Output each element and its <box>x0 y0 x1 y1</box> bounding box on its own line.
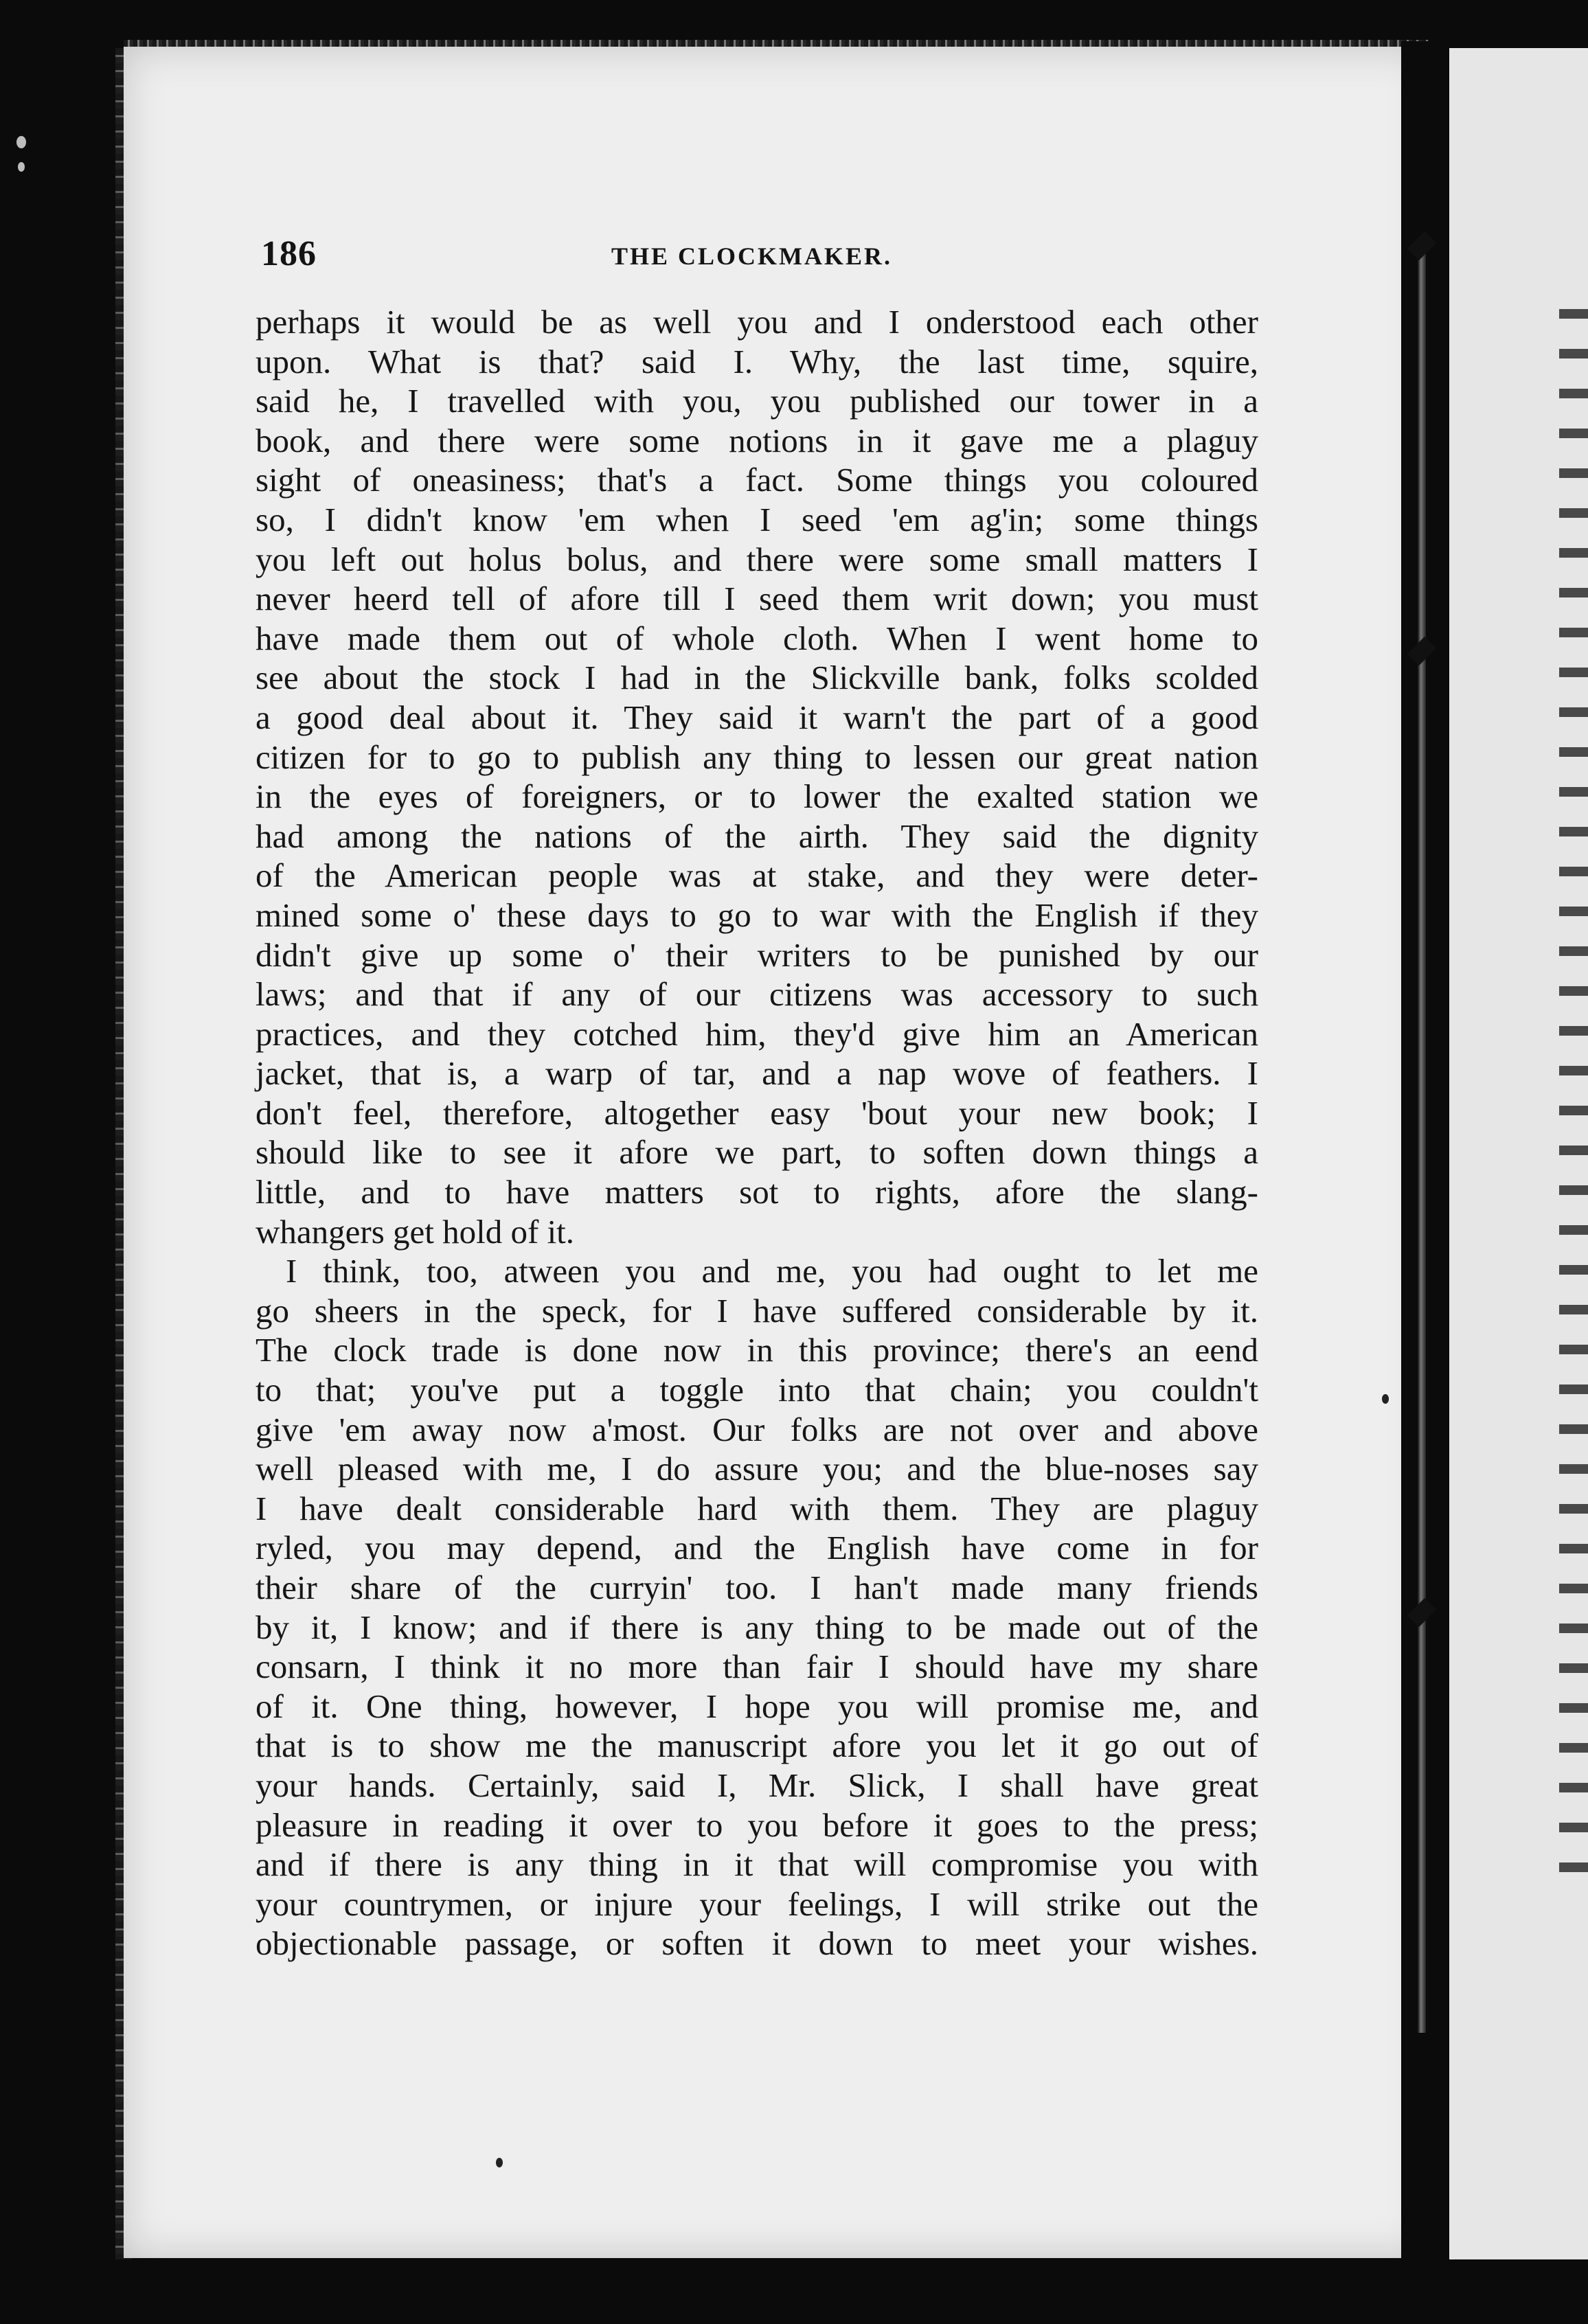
page-number: 186 <box>261 234 317 273</box>
text-line: their share of the curryin' too. I han't made many friends <box>256 1569 1258 1606</box>
text-line: perhaps it would be as well you and I onderstood each other <box>256 303 1258 341</box>
text-line: said he, I travelled with you, you published our tower in a <box>256 382 1258 420</box>
text-line: and if there is any thing in it that will compromise you with <box>256 1845 1258 1884</box>
running-head: THE CLOCKMAKER. <box>611 242 893 270</box>
ink-speck <box>496 2158 503 2167</box>
text-line: book, and there were some notions in it gave me a plaguy <box>256 421 1258 459</box>
text-line: well pleased with me, I do assure you; and the blue-noses say <box>256 1450 1258 1488</box>
text-line: to that; you've put a toggle into that chain; you couldn't <box>256 1371 1258 1409</box>
text-line: have made them out of whole cloth. When I went home to <box>256 619 1258 657</box>
text-line: by it, I know; and if there is any thing to be made out of the <box>256 1608 1258 1646</box>
text-line: ryled, you may depend, and the English have come in for <box>256 1529 1258 1567</box>
page-header <box>261 233 1264 282</box>
text-line: sight of oneasiness; that's a fact. Some things you coloured <box>256 461 1258 499</box>
text-line: you left out holus bolus, and there were some small matters I <box>256 540 1258 578</box>
gutter-rule <box>1418 247 1426 2033</box>
text-line: in the eyes of foreigners, or to lower the exalted station we <box>256 777 1258 816</box>
text-line: didn't give up some o' their writers to be punished by our <box>256 935 1258 974</box>
text-line: pleasure in reading it over to you before it goes to the press; <box>256 1805 1258 1844</box>
text-line: so, I didn't know 'em when I seed 'em ag'in; some things <box>256 500 1258 538</box>
text-line: jacket, that is, a warp of tar, and a nap wove of feathers. I <box>256 1054 1258 1093</box>
text-line: give 'em away now a'most. Our folks are not over and above <box>256 1410 1258 1448</box>
text-line: of it. One thing, however, I hope you will promise me, and <box>256 1687 1258 1725</box>
text-line: had among the nations of the airth. They said the dignity <box>256 817 1258 855</box>
text-line: citizen for to go to publish any thing to lessen our great nation <box>256 738 1258 776</box>
text-line: go sheers in the speck, for I have suffered considerable by it. <box>256 1291 1258 1330</box>
text-line: your countrymen, or injure your feelings, I will strike out the <box>256 1884 1258 1923</box>
body-text <box>256 302 1258 1963</box>
facing-page-text-fragments <box>1559 309 1588 1889</box>
text-line: a good deal about it. They said it warn't the part of a good <box>256 698 1258 736</box>
text-line: that is to show me the manuscript afore you let it go out of <box>256 1727 1258 1765</box>
paragraph-first-line: I think, too, atween you and me, you had ought to let me <box>286 1252 1258 1290</box>
text-line: little, and to have matters sot to rights, afore the slang- <box>256 1173 1258 1211</box>
text-line: laws; and that if any of our citizens was accessory to such <box>256 975 1258 1014</box>
ink-speck <box>1382 1394 1389 1404</box>
text-line: consarn, I think it no more than fair I should have my share <box>256 1648 1258 1686</box>
text-line: should like to see it afore we part, to soften down things a <box>256 1133 1258 1172</box>
text-line: of the American people was at stake, and they were deter- <box>256 856 1258 895</box>
paragraph-end-line: whangers get hold of it. <box>256 1212 575 1251</box>
text-line: upon. What is that? said I. Why, the last time, squire, <box>256 342 1258 380</box>
speck <box>16 136 26 148</box>
text-line: I have dealt considerable hard with them. They are plaguy <box>256 1489 1258 1527</box>
text-line: The clock trade is done now in this province; there's an eend <box>256 1331 1258 1369</box>
text-line: don't feel, therefore, altogether easy 'bout your new book; I <box>256 1093 1258 1132</box>
text-line: your hands. Certainly, said I, Mr. Slick, I shall have great <box>256 1766 1258 1804</box>
margin-specks <box>14 130 34 185</box>
text-line: practices, and they cotched him, they'd give him an American <box>256 1014 1258 1053</box>
text-line: mined some o' these days to go to war with the English if they <box>256 896 1258 934</box>
speck <box>18 162 25 172</box>
text-line: never heerd tell of afore till I seed them writ down; you must <box>256 580 1258 618</box>
text-line: see about the stock I had in the Slickville bank, folks scolded <box>256 659 1258 697</box>
text-line: objectionable passage, or soften it down to meet your wishes. <box>256 1924 1258 1963</box>
